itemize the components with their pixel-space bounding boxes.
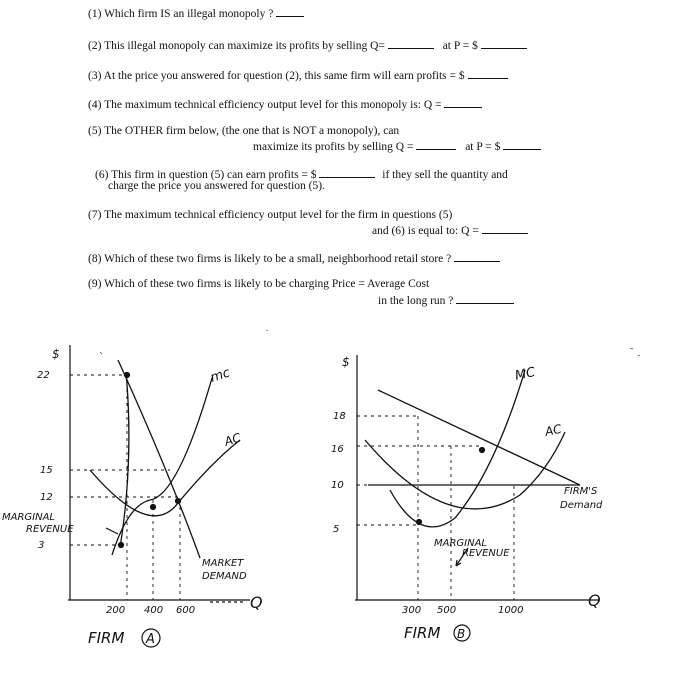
firm-b-title: FIRM xyxy=(404,624,441,642)
firm-a-letter: A xyxy=(146,632,155,647)
firm-graphs xyxy=(0,330,682,700)
firm-b-qty-1000: 1000 xyxy=(498,605,524,616)
firm-b-demand-label-1: FIRM'S xyxy=(564,486,598,497)
answer-blank-5-quantity[interactable] xyxy=(416,139,456,150)
firm-a-point-22 xyxy=(125,373,130,378)
firm-b-mr-label-2: REVENUE xyxy=(462,548,510,559)
answer-blank-6[interactable] xyxy=(319,167,375,178)
question-7-line-1: (7) The maximum technical efficiency output level for the firm in questions (5) xyxy=(88,209,453,221)
firm-a-qty-400: 400 xyxy=(144,605,164,616)
firm-b-x-axis-label: Q xyxy=(588,591,601,610)
question-2 xyxy=(88,38,527,53)
question-3-text: (3) At the price you answered for question (2), this same firm will earn profits = $ xyxy=(88,70,465,82)
question-6-line-2: charge the price you answered for question (5). xyxy=(108,180,325,192)
firm-a-mr-label-1: MARGINAL xyxy=(2,512,56,523)
firm-b-demand-label-2: Demand xyxy=(560,500,603,511)
question-4 xyxy=(88,97,482,112)
firm-a-mr-arrow xyxy=(106,528,118,534)
question-2-price-label: at P = $ xyxy=(442,40,478,52)
answer-blank-7[interactable] xyxy=(482,223,528,234)
answer-blank-9[interactable] xyxy=(456,293,514,304)
question-9-text: in the long run ? xyxy=(378,295,454,307)
question-7-text: and (6) is equal to: Q = xyxy=(372,225,479,237)
question-5-text: maximize its profits by selling Q = xyxy=(253,141,414,153)
firm-a-point-mc-mr xyxy=(151,505,156,510)
question-1-text: (1) Which firm IS an illegal monopoly ? xyxy=(88,8,274,20)
scan-specks xyxy=(100,348,640,356)
answer-blank-3[interactable] xyxy=(468,68,508,79)
answer-blank-2-price[interactable] xyxy=(481,38,527,49)
question-5-price-label: at P = $ xyxy=(465,141,501,153)
firm-a-point-3 xyxy=(119,543,124,548)
firm-b-graph xyxy=(355,355,600,600)
firm-a-demand-label-2: DEMAND xyxy=(202,571,247,582)
firm-a-y-axis-symbol: $ xyxy=(52,347,60,361)
question-3 xyxy=(88,68,508,83)
question-8 xyxy=(88,251,500,266)
firm-b-mr-label-1: MARGINAL xyxy=(434,538,488,549)
firm-a-x-axis-label: Q xyxy=(250,593,263,612)
firm-a-demand-label-1: MARKET xyxy=(202,558,244,569)
question-6-text: (6) This firm in question (5) can earn profits = $ xyxy=(95,169,317,181)
firm-b-y-axis-symbol: $ xyxy=(342,355,350,369)
firm-b-price-5: 5 xyxy=(333,524,340,535)
firm-b-letter: B xyxy=(457,627,466,641)
firm-b-price-18: 18 xyxy=(333,411,346,422)
question-7-line-2 xyxy=(372,223,528,238)
firm-a-ac-curve xyxy=(90,440,240,516)
firm-b-price-16: 16 xyxy=(331,444,344,455)
question-9-line-2 xyxy=(378,293,514,308)
firm-b-price-10: 10 xyxy=(331,480,344,491)
firm-b-mc-label: MC xyxy=(513,365,537,384)
firm-a-point-min-ac xyxy=(176,499,181,504)
firm-b-qty-300: 300 xyxy=(402,605,422,616)
answer-blank-2-quantity[interactable] xyxy=(388,38,434,49)
firm-a-price-15: 15 xyxy=(40,465,53,476)
question-8-text: (8) Which of these two firms is likely to be a small, neighborhood retail store ? xyxy=(88,253,452,265)
question-5-line-1: (5) The OTHER firm below, (the one that is NOT a monopoly), can xyxy=(88,125,400,137)
firm-b-point-5 xyxy=(417,520,422,525)
firm-a-demand-curve xyxy=(118,360,200,558)
firm-a-guides xyxy=(70,375,180,600)
stray-mark xyxy=(264,330,270,331)
firm-a-qty-600: 600 xyxy=(176,605,196,616)
firm-a-price-22: 22 xyxy=(37,370,50,381)
answer-blank-8[interactable] xyxy=(454,251,500,262)
firm-a-marginal-revenue-curve xyxy=(120,372,129,548)
firm-a-mr-label-2: REVENUE xyxy=(26,524,74,535)
answer-blank-4[interactable] xyxy=(444,97,482,108)
firm-a-title: FIRM xyxy=(88,629,125,647)
question-6-text-tail: if they sell the quantity and xyxy=(382,169,508,181)
answer-blank-5-price[interactable] xyxy=(503,139,541,150)
firm-b-labels xyxy=(331,355,603,642)
question-9-line-1: (9) Which of these two firms is likely to be charging Price = Average Cost xyxy=(88,278,430,290)
question-4-text: (4) The maximum technical efficiency output level for this monopoly is: Q = xyxy=(88,99,442,111)
firm-a-qty-200: 200 xyxy=(106,605,126,616)
firm-a-price-12: 12 xyxy=(40,492,53,503)
question-1 xyxy=(88,6,304,21)
firm-b-qty-500: 500 xyxy=(437,605,457,616)
question-2-text: (2) This illegal monopoly can maximize its profits by selling Q= xyxy=(88,40,385,52)
question-5-line-2 xyxy=(253,139,541,154)
firm-a-ac-label: AC xyxy=(222,430,243,449)
firm-a-mc-label: mc xyxy=(208,365,233,386)
firm-b-point-16 xyxy=(480,448,485,453)
firm-b-ac-label: AC xyxy=(543,421,563,439)
firm-a-price-3: 3 xyxy=(38,540,45,551)
firm-b-guides xyxy=(357,416,520,600)
answer-blank-1[interactable] xyxy=(276,6,304,17)
